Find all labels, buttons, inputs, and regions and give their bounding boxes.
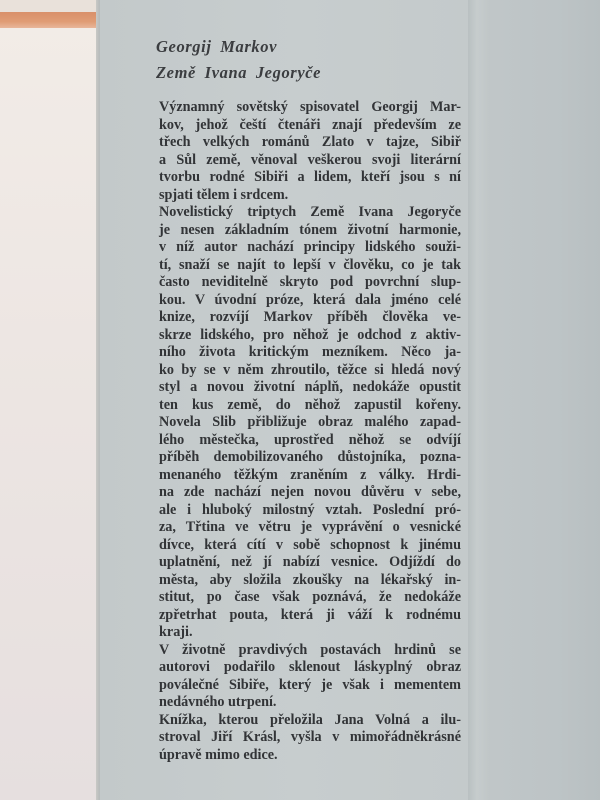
text-line: za, Třtina ve větru je vyprávění o vesnické — [159, 519, 461, 535]
text-line: knize, rozvíjí Markov příběh člověka ve- — [159, 309, 461, 325]
text-line: stroval Jiří Krásl, vyšla v mimořádněkrásné — [159, 729, 461, 745]
flap-fold-shadow — [468, 0, 490, 800]
adjacent-book-page — [0, 12, 100, 800]
paragraph — [159, 642, 461, 712]
text-line: kov, jehož čeští čtenáři znají především ze — [159, 116, 461, 133]
text-line: tvorbu rodné Sibiři a lidem, kteří jsou s ní — [159, 169, 461, 185]
text-line: V životně pravdivých postavách hrdinů se — [159, 641, 461, 658]
text-line: kraji. — [159, 624, 193, 640]
text-line: nedávného utrpení. — [159, 694, 277, 710]
text-line: spjati tělem i srdcem. — [159, 186, 289, 203]
text-line: ten kus země, do něhož zapustil kořeny. — [159, 396, 461, 413]
text-line: je nesen základním tónem životní harmonie, — [159, 221, 461, 238]
text-line: stitut, po čase však poznává, že nedokáže — [159, 589, 461, 605]
paragraph — [159, 99, 461, 204]
text-line: ale i hluboký milostný vztah. Poslední pró- — [159, 501, 461, 518]
text-line: Novelistický triptych Země Ivana Jegoryče — [159, 204, 461, 220]
background-top-strip — [0, 0, 100, 12]
text-line: skrze lidského, pro něhož je odchod z aktiv- — [159, 326, 461, 343]
text-line: Knížka, kterou přeložila Jana Volná a ilu- — [159, 711, 461, 728]
flap-right-margin — [490, 0, 600, 800]
text-line: zpřetrhat pouta, která ji váží k rodnému — [159, 606, 461, 623]
flap-header — [156, 34, 476, 86]
text-line: lého městečka, uprostřed něhož se odvíjí — [159, 431, 461, 448]
paragraph — [159, 712, 461, 765]
text-line: často neviditelně skryto pod povrchní slup- — [159, 274, 461, 290]
text-line: uplatnění, než jí nabízí vesnice. Odjíždí do — [159, 554, 461, 570]
flap-description — [159, 99, 461, 764]
text-line: úpravě mimo edice. — [159, 746, 278, 763]
text-line: dívce, která cítí v sobě schopnost k jinému — [159, 536, 461, 553]
text-line: příběh demobilizovaného důstojníka, pozna- — [159, 449, 461, 465]
text-line: autorovi podařilo sklenout láskyplný obraz — [159, 659, 461, 675]
text-line: poválečné Sibiře, který je však i mementem — [159, 676, 461, 693]
orange-cover-band — [0, 12, 96, 28]
text-line: města, aby složila zkoušky na lékařský in- — [159, 571, 461, 588]
text-line: menaného těžkým zraněním z války. Hrdi- — [159, 466, 461, 483]
text-line: třech velkých románů Zlato v tajze, Sibiř — [159, 134, 461, 150]
text-line: ko by se v něm zhroutilo, těžce si hledá nový — [159, 361, 461, 378]
book-title: Země Ivana Jegoryče — [156, 63, 322, 82]
paragraph — [159, 204, 461, 642]
text-line: ního života kritickým mezníkem. Něco ja- — [159, 344, 461, 360]
text-line: tí, snaží se najít to lepší v člověku, co je tak — [159, 256, 461, 273]
text-line: Významný sovětský spisovatel Georgij Mar- — [159, 99, 461, 115]
author-name: Georgij Markov — [156, 37, 278, 56]
text-line: kou. V úvodní próze, která dala jméno celé — [159, 291, 461, 308]
text-line: na zde nachází nejen novou důvěru v sebe, — [159, 484, 461, 500]
text-line: v níž autor nachází principy lidského souži- — [159, 239, 461, 255]
text-line: a Sůl země, věnoval veškerou svoji literární — [159, 151, 461, 168]
text-line: Novela Slib přibližuje obraz malého zapad- — [159, 414, 461, 430]
text-line: styl a novou životní náplň, nedokáže opustit — [159, 379, 461, 395]
